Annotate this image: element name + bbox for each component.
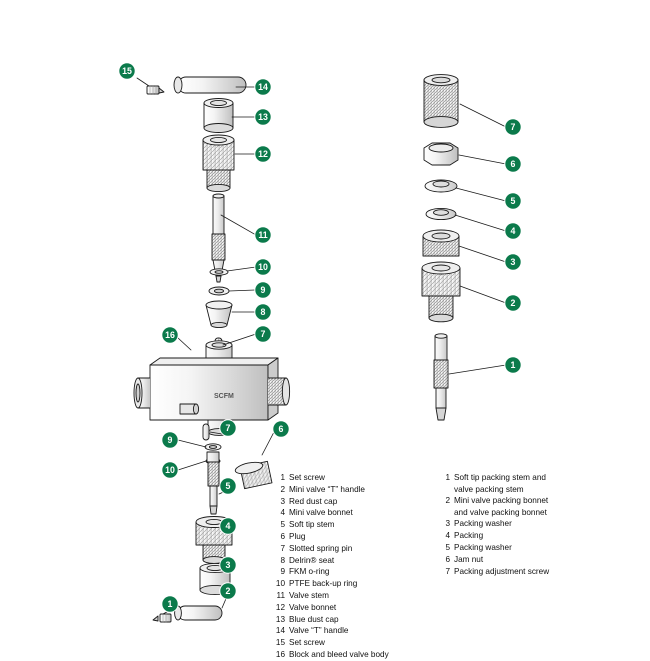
legend-left-item-label: Delrin® seat <box>289 555 335 565</box>
callout-left-7-11 <box>220 420 236 436</box>
svg-text:3: 3 <box>510 257 516 268</box>
legend-left-item-label: Valve “T” handle <box>289 626 349 636</box>
legend-right-item-label: Packing washer <box>454 519 512 529</box>
callout-left-9-10 <box>162 432 178 448</box>
svg-text:10: 10 <box>258 262 268 273</box>
legend-right-item <box>437 554 627 565</box>
callout-right-1-6 <box>505 357 521 373</box>
legend-left-item <box>272 531 432 542</box>
callout-left-6-12 <box>273 421 289 437</box>
legend-left-item-number: 2 <box>280 484 285 494</box>
legend-left-item-label: Set screw <box>289 473 325 482</box>
legend-left-item <box>272 578 432 589</box>
callout-left-15-0 <box>119 63 135 79</box>
svg-text:3: 3 <box>225 560 231 571</box>
legend-right-item-number: 1 <box>445 473 450 482</box>
legend-right-item-number: 3 <box>445 519 450 529</box>
svg-text:4: 4 <box>225 521 231 532</box>
legend-left-item <box>272 625 432 636</box>
legend-left-item-label: Mini valve “T” handle <box>289 484 365 494</box>
legend-right-item-number: 5 <box>445 543 450 552</box>
svg-text:8: 8 <box>260 307 266 318</box>
legend-right-item-label: Packing washer <box>454 543 512 552</box>
svg-text:13: 13 <box>258 112 268 123</box>
legend-right-item-number: 6 <box>445 554 450 564</box>
part-set-screw-bottom <box>153 614 171 622</box>
callout-right-7-0 <box>505 119 521 135</box>
svg-text:6: 6 <box>510 159 516 170</box>
legend-left-item-label: PTFE back-up ring <box>289 579 358 589</box>
callout-left-2-17 <box>220 583 236 599</box>
legend-left-item <box>272 555 432 566</box>
legend-left-item <box>272 543 432 554</box>
legend-left-item-number: 12 <box>275 602 285 612</box>
svg-text:6: 6 <box>278 424 284 435</box>
part-packing-washer-upper <box>425 180 457 192</box>
callout-left-7-8 <box>255 326 271 342</box>
svg-text:12: 12 <box>258 149 268 160</box>
legend-right-item-label: Packing adjustment screw <box>454 566 550 576</box>
legend-left-item-number: 16 <box>275 649 285 659</box>
legend-left-item-label: Plug <box>289 531 306 541</box>
legend-left-item-number: 11 <box>276 590 285 600</box>
callout-right-3-4 <box>505 254 521 270</box>
svg-text:7: 7 <box>510 122 516 133</box>
legend-left-item <box>272 519 432 530</box>
legend-right-item <box>437 566 627 577</box>
legend-left-item-label: Red dust cap <box>289 496 338 506</box>
svg-text:10: 10 <box>165 465 175 476</box>
legend-left-item <box>272 566 432 577</box>
legend-right-item-label: Soft tip packing stem and <box>454 473 546 482</box>
legend-left-item-number: 7 <box>280 543 285 553</box>
legend-left-item-label: Soft tip stem <box>289 520 335 530</box>
legend-left-item-label: Set screw <box>289 638 325 648</box>
callout-left-10-13 <box>162 462 178 478</box>
callout-right-4-3 <box>505 223 521 239</box>
legend-left-item <box>272 602 432 613</box>
part-delrin-seat <box>206 301 232 328</box>
legend-left-item-number: 5 <box>280 520 285 530</box>
svg-text:7: 7 <box>225 423 231 434</box>
legend-left-item-number: 13 <box>275 614 285 624</box>
svg-text:7: 7 <box>260 329 266 340</box>
svg-text:2: 2 <box>225 586 231 597</box>
part-packing-washer-lower <box>423 230 459 256</box>
callout-left-11-4 <box>255 227 271 243</box>
part-blue-dust-cap <box>204 99 233 133</box>
part-ptfe-backup-ring <box>210 269 228 275</box>
legend-right-item-number: 4 <box>445 531 450 541</box>
legend-left-item <box>272 496 432 507</box>
callout-right-6-1 <box>505 156 521 172</box>
svg-text:14: 14 <box>258 82 268 93</box>
part-packing <box>426 208 456 219</box>
legend-right-item <box>437 518 627 529</box>
svg-text:11: 11 <box>258 230 268 241</box>
part-packing-adjustment-screw <box>424 75 458 128</box>
legend-left-item <box>272 472 432 483</box>
svg-text:5: 5 <box>510 196 516 207</box>
legend-left-item <box>272 649 432 660</box>
legend-left-item-number: 14 <box>275 626 285 636</box>
legend-left <box>272 472 432 661</box>
legend-right-item-number: 2 <box>445 496 450 506</box>
svg-text:2: 2 <box>510 298 516 309</box>
legend-left-item-label: Block and bleed valve body <box>289 649 389 659</box>
callout-left-5-14 <box>220 478 236 494</box>
legend-left-item-label: Valve stem <box>289 590 329 600</box>
callout-left-4-15 <box>220 518 236 534</box>
legend-left-item <box>272 614 432 625</box>
callout-left-16-9 <box>162 327 178 343</box>
legend-right-item <box>437 472 627 483</box>
svg-text:SCFM: SCFM <box>214 393 234 400</box>
svg-text:1: 1 <box>167 599 173 610</box>
legend-left-item-label: Blue dust cap <box>289 614 339 624</box>
legend-left-item-number: 10 <box>275 579 285 589</box>
svg-text:9: 9 <box>260 285 266 296</box>
legend-left-item <box>272 484 432 495</box>
legend-right-item-number: 7 <box>445 566 450 576</box>
legend-left-item-number: 6 <box>280 531 285 541</box>
legend-right-item-label-cont: valve packing stem <box>454 484 524 494</box>
legend-left-item-label: Mini valve bonnet <box>289 508 353 518</box>
part-valve-body <box>134 341 290 436</box>
legend-left-item <box>272 590 432 601</box>
svg-text:16: 16 <box>165 330 175 341</box>
legend-left-item-number: 15 <box>275 638 285 648</box>
part-mini-valve-t-handle <box>175 606 222 620</box>
legend-right-item-label-cont: and valve packing bonnet <box>454 508 547 517</box>
legend-left-item-number: 3 <box>280 496 285 506</box>
part-slotted-spring-pin-lower <box>203 424 209 440</box>
legend-left-item-label: FKM o-ring <box>289 567 330 577</box>
part-fkm-oring <box>209 287 229 295</box>
legend-right-item-label: Mini valve packing bonnet <box>454 496 549 506</box>
legend-right-item <box>437 495 627 506</box>
callout-left-14-1 <box>255 79 271 95</box>
svg-text:1: 1 <box>510 360 516 371</box>
callout-group-right <box>505 119 521 373</box>
legend-left-item <box>272 637 432 648</box>
svg-text:9: 9 <box>167 435 173 446</box>
callout-right-2-5 <box>505 295 521 311</box>
legend-right-item-label: Packing <box>454 531 484 541</box>
legend-right-item <box>437 542 627 553</box>
part-set-screw-top <box>147 86 164 94</box>
callout-left-10-5 <box>255 259 271 275</box>
svg-text:4: 4 <box>510 226 516 237</box>
part-packing-stem <box>434 334 448 420</box>
callout-left-3-16 <box>220 557 236 573</box>
part-valve-t-handle <box>174 77 246 93</box>
callout-left-9-6 <box>255 282 271 298</box>
legend-left-item-number: 9 <box>280 567 285 577</box>
callout-left-12-3 <box>255 146 271 162</box>
legend-left-item-label: Slotted spring pin <box>289 543 353 553</box>
part-plug <box>234 460 272 488</box>
part-packing-bonnet <box>422 262 460 322</box>
callout-left-1-18 <box>162 596 178 612</box>
part-valve-bonnet <box>203 135 234 192</box>
legend-right-item <box>437 530 627 541</box>
svg-text:5: 5 <box>225 481 231 492</box>
callout-left-8-7 <box>255 304 271 320</box>
part-jam-nut <box>424 143 458 165</box>
legend-right <box>437 472 627 577</box>
legend-left-item <box>272 507 432 518</box>
legend-left-item-label: Valve bonnet <box>289 602 337 612</box>
legend-left-item-number: 8 <box>280 555 285 565</box>
svg-text:15: 15 <box>122 66 132 77</box>
part-soft-tip-stem <box>207 452 219 514</box>
callout-right-5-2 <box>505 193 521 209</box>
callout-left-13-2 <box>255 109 271 125</box>
legend-left-item-number: 4 <box>280 508 285 518</box>
legend-right-item-label: Jam nut <box>454 554 484 564</box>
part-fkm-oring-lower <box>205 444 221 450</box>
legend-left-item-number: 1 <box>280 473 285 482</box>
